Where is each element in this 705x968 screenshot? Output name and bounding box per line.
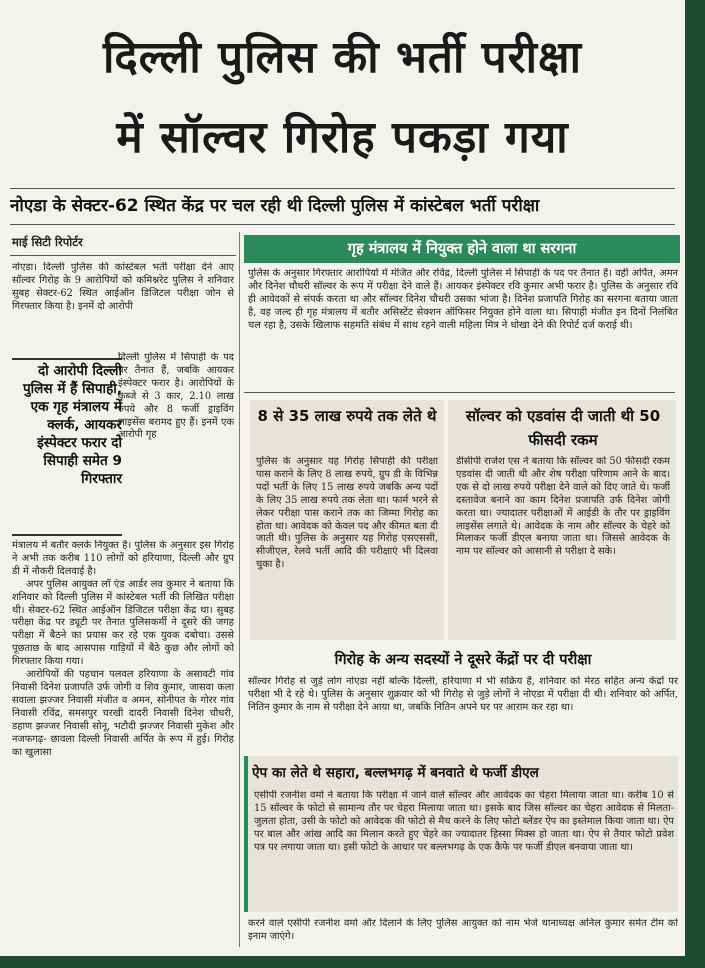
app-section-text: एसीपी रजनीश वर्मा ने बताया कि परीक्षा में जाने वाले सॉल्वर और आवेदक का चेहरा मिलाया जाता था। करीब 10 से 15 सॉल्वर के फोटो से सामान्य तौर पर चेहरा मिलाया जाता था। इसके बाद जिस सॉल्वर का चेहरा आवेदक से मिलता-जुलता होता, उसी के फोटो को आवेदक की फोटो से मैच करने के लिए फोटो ब्लेंडर ऐप का इस्तेमाल किया जाता था। ऐप पर बाल और आंख आदि का मिलान करते हुए चेहरे का ज्यादातर हिस्सा मिक्स हो जाता था। ऐप से तैयार फोटो प्रवेश पत्र पर लगाया जाता था। इसी फोटो के आधार पर बल्लभगढ़ के एक कैफे पर फर्जी डीएल बनवाया जाता था।	[254, 790, 674, 853]
box-left-title: 8 से 35 लाख रुपये तक लेते थे	[257, 407, 437, 425]
column-divider	[239, 232, 240, 947]
app-section-accent	[244, 756, 248, 912]
left-beside-pull	[118, 352, 234, 534]
banner-title: गृह मंत्रालय में नियुक्त होने वाला था सरगना	[347, 241, 577, 257]
headline-line-2: में सॉल्वर गिरोह पकड़ा गया	[116, 112, 569, 163]
box-right-title: सॉल्वर को एडवांस दी जाती थी 50 फीसदी रकम	[465, 407, 661, 449]
left-rest	[12, 540, 234, 950]
banner-bar	[244, 235, 680, 263]
right-border	[685, 0, 705, 968]
bottom-line-text: करने वाले एसीपी रजनीश वर्मा और दिलाने के लिए पुलिस आयुक्त को नाम भेजे थानाध्यक्ष अनिल कुमार समेत टीम को इनाम जाएंगे।	[248, 918, 678, 942]
rule-top	[10, 188, 675, 189]
left-p2: अपर पुलिस आयुक्त लॉ एंड आर्डर लव कुमार ने बताया कि शनिवार को दिल्ली पुलिस में कांस्टेबल भर्ती की लिखित परीक्षा थी। सेक्टर-62 स्थित आईऑन डिजिटल परीक्षा केंद्र था। सुबह परीक्षा केंद्र पर ड्यूटी पर तैनात पुलिसकर्मी ने दूसरे की जगह परीक्षा में बैठने का प्रयास कर रहे एक युवक दबोचा। उससे पूछताछ के बाद आसपास गाड़ियों में बैठे कुछ और लोगों को गिरफ्तार किया गया।	[12, 578, 234, 668]
box-right-body	[456, 456, 670, 636]
left-p1-rest: मंत्रालय में बतौर क्लर्क नियुक्त है। पुलिस के अनुसार इस गिरोह ने अभी तक करीब 110 लोगों को हरियाणा, दिल्ली और ग्रुप डी में नौकरी दिलवाई है।	[12, 540, 234, 577]
pull-quote: दो आरोपी दिल्ली पुलिस में हैं सिपाही, एक गृह मंत्रालय में क्लर्क, आयकर इंस्पेक्टर फरार दो सिपाही समेत 9 गिरफ्तार	[12, 358, 122, 536]
mid-section-body	[248, 676, 678, 746]
mid-section-title: गिरोह के अन्य सदस्यों ने दूसरे केंद्रों पर दी परीक्षा	[334, 652, 592, 668]
left-beside-pull-text: दिल्ली पुलिस में सिपाही के पद पर तैनात हैं, जबकि आयकर इंस्पेक्टर फरार है। आरोपियों के कब्जे से 3 कार, 2.10 लाख रुपये और 8 फर्जी ड्राइविंग लाइसेंस बरामद हुए हैं। इनमें एक आरोपी गृह	[118, 352, 234, 441]
reporter-byline: माई सिटी रिपोर्टर	[12, 235, 83, 249]
rule-sub	[10, 224, 675, 225]
box-left-body	[256, 456, 438, 636]
box-right-text: डीसीपी राजेश एस ने बताया कि सॉल्वर को 50 फीसदी रकम एडवांस दी जाती थी और शेष परीक्षा परिणाम आने के बाद। एक से दो लाख रुपये परीक्षा देने वाले को दिए जाते थे। फर्जी दस्तावेज बनाने का काम दिनेश प्रजापति उर्फ दिनेश जोगी करता था। ज्यादातर परीक्षाओं में आईडी के तौर पर ड्राइविंग लाइसेंस लगाते थे। आवेदक के नाम और सॉल्वर के चेहरे को मिलाकर फर्जी डीएल बनाया जाता था। जिससे आवेदक के नाम पर सॉल्वर को आसानी से परीक्षा दे सके।	[456, 456, 670, 558]
left-p3: आरोपियों की पहचान पलवल हरियाणा के असावटी गांव निवासी दिनेश प्रजापति उर्फ जोगी व शिव कुमार, जासवा कला सवाला झज्जर निवासी मंजीत व अमन, सोनीपत के गोरर गांव निवासी रविंद्र, समसपुर चरखी दादरी निवासी दिनेश चौधरी, डहाण झज्जर निवासी सोनू, भटौदी झज्जर निवासी मुकेश और नजफगढ़- छावला दिल्ली निवासी अर्पित के रूप में हुई। गिरोह का खुलासा	[12, 669, 234, 758]
headline-line-1: दिल्ली पुलिस की भर्ती परीक्षा	[103, 32, 582, 83]
subheadline: नोएडा के सेक्टर-62 स्थित केंद्र पर चल रही थी दिल्ली पुलिस में कांस्टेबल भर्ती परीक्षा	[10, 196, 540, 216]
bottom-border	[0, 956, 705, 968]
box-left-text: पुलिस के अनुसार यह गिरोह सिपाही की परीक्षा पास कराने के लिए 8 लाख रुपये, ग्रुप डी के विभिन्न पदों भर्ती के लिए 15 लाख रुपये जबकि अन्य पदों के लिए 35 लाख रुपये तक लेता था। फार्म भरने से लेकर परीक्षा पास कराने तक का जिम्मा गिरोह का होता था। आवेदक को केवल पद और कीमत बता दी जाती थी। पुलिस के अनुसार यह गिरोह एसएससी, सीजीएल, रेलवे भर्ती आदि की परीक्षाएं भी दिलवा चुका है।	[256, 456, 438, 571]
banner-section-body	[248, 268, 678, 386]
bottom-continuation	[248, 918, 678, 948]
mid-section-text: सॉल्वर गिरोह से जुड़े लोग नोएडा नहीं बल्कि दिल्ली, हरियाणा में भी सक्रिय हैं, शनिवार को मेरठ सहित अन्य केंद्रों पर परीक्षा भी दे रहे थे। पुलिस के अनुसार शुक्रवार को भी गिरोह से जुड़े लोगों ने नोएडा में परीक्षा दी थी। शनिवार को अर्पित, नितिन कुमार के नाम से परीक्षा देने आया था, जबकि नितिन अपने घर पर आराम कर रहा था।	[248, 676, 678, 713]
left-intro	[12, 262, 234, 352]
left-intro-text: नोएडा। दिल्ली पुलिस की कांस्टेबल भर्ती परीक्षा देने आए सॉल्वर गिरोह के 9 आरोपियों को कमिश्नरेट पुलिस ने शनिवार सुबह सेक्टर-62 स्थित आईऑन डिजिटल परीक्षा जोन से गिरफ्तार किया है। इनमें दो आरोपी	[12, 262, 234, 312]
app-section-title: ऐप का लेते थे सहारा, बल्लभगढ़ में बनवाते थे फर्जी डीएल	[252, 765, 539, 781]
rule-reporter	[10, 255, 236, 256]
app-section-body	[254, 790, 674, 908]
banner-section-text: पुलिस के अनुसार गिरफ्तार आरोपियों में मंजित और रविंद्र, दिल्ली पुलिस में सिपाही के पद पर तैनात हैं। वहीं अर्पित, अमन और दिनेश चौधरी सॉल्वर के रूप में परीक्षा देने वाले हैं। आयकर इंस्पेक्टर रवि कुमार अभी फरार है। पुलिस के अनुसार रवि ही आवेदकों से संपर्क करता था और सॉल्वर दिनेश चौधरी उसका भांजा है। दिनेश प्रजापति गिरोह का सरगना बताया जाता है, वह जल्द ही गृह मंत्रालय में बतौर असिस्टेंट सेक्शन ऑफिसर नियुक्त होने वाला था। सिपाही मंजीत इन दिनों निलंबित चल रहा है, उसके खिलाफ सहमति संबंध में साथ रहने वाली महिला मित्र ने धोखा देने की रिपोर्ट दर्ज कराई थी।	[248, 268, 678, 331]
rule-banner	[244, 392, 675, 393]
